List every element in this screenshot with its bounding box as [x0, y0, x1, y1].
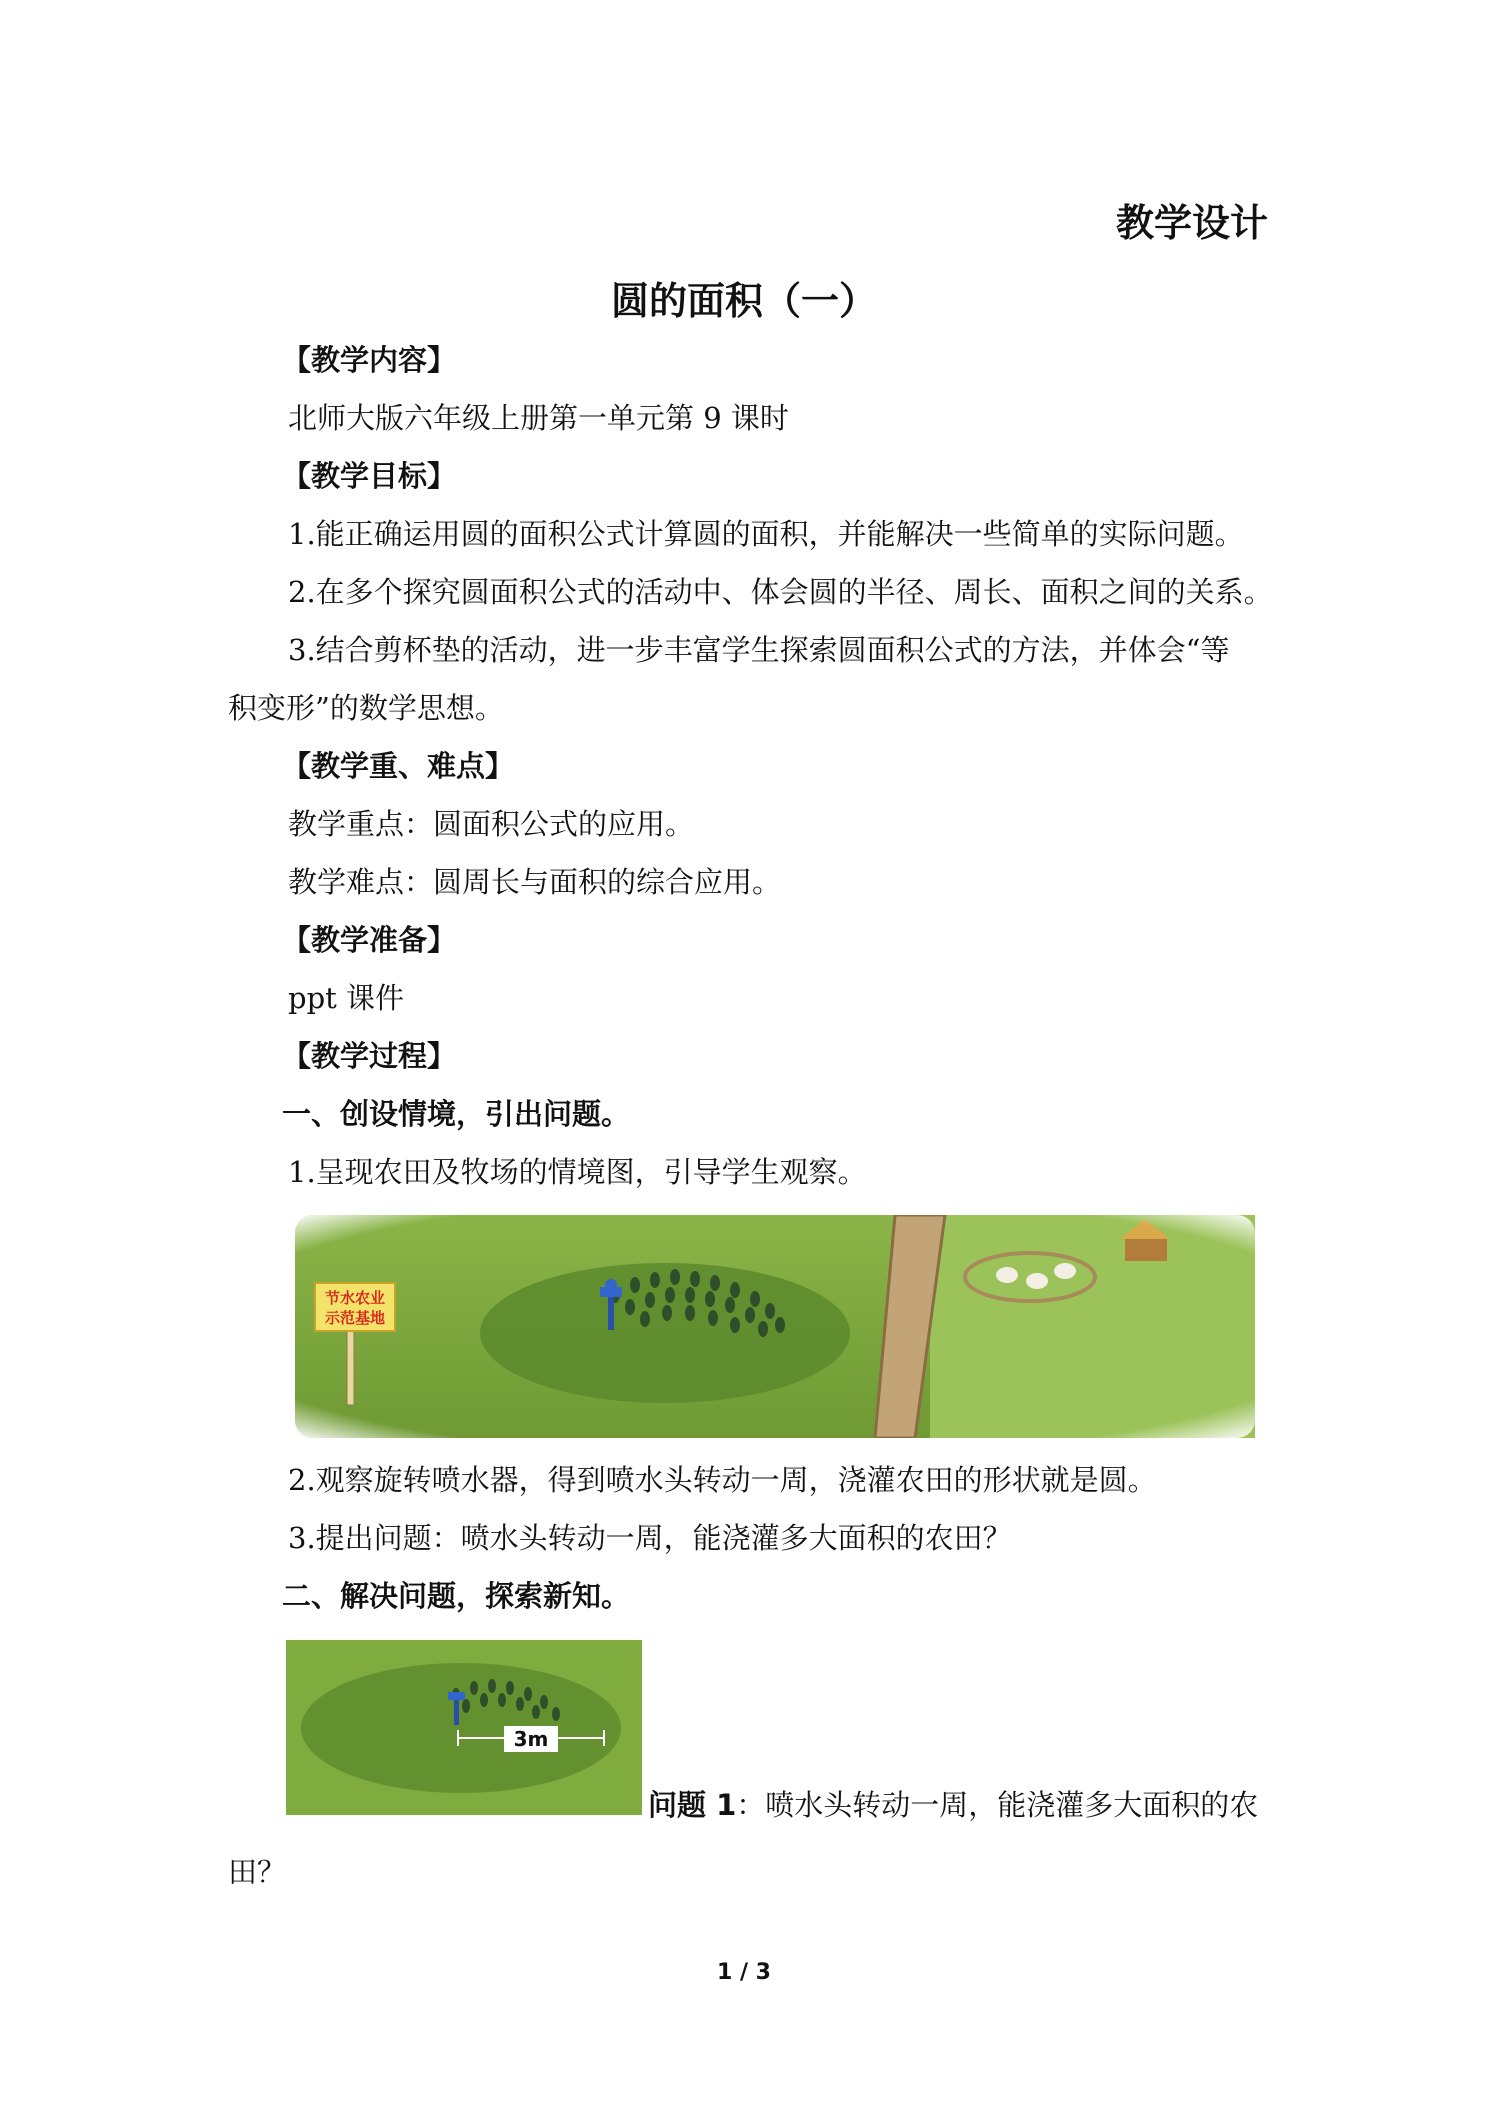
irrigated-circle	[301, 1663, 621, 1793]
goal-item-3-line2: 积变形”的数学思想。	[228, 691, 504, 725]
section-heading-process: 【教学过程】	[282, 1039, 457, 1073]
radius-label: 3m	[513, 1727, 549, 1751]
difficult-point-text: 教学难点：圆周长与面积的综合应用。	[288, 865, 782, 899]
content-text: 北师大版六年级上册第一单元第 9 课时	[288, 401, 789, 435]
goal-item-3-line1: 3.结合剪杯垫的活动，进一步丰富学生探索圆面积公式的方法，并体会“等	[288, 633, 1230, 667]
page-number: 1 / 3	[717, 1960, 771, 1985]
step2-heading: 二、解决问题，探索新知。	[282, 1579, 631, 1613]
preparation-text: ppt 课件	[288, 981, 405, 1015]
question1-text: ：喷水头转动一周，能浇灌多大面积的农	[736, 1788, 1259, 1822]
section-heading-key-points: 【教学重、难点】	[282, 749, 515, 783]
goal-item-1: 1.能正确运用圆的面积公式计算圆的面积，并能解决一些简单的实际问题。	[288, 517, 1244, 551]
question1-line2: 田？	[228, 1855, 287, 1889]
goal-item-2: 2.在多个探究圆面积公式的活动中、体会圆的半径、周长、面积之间的关系。	[288, 575, 1273, 609]
question1-label: 问题 1	[648, 1788, 737, 1822]
step1-item-1: 1.呈现农田及牧场的情境图，引导学生观察。	[288, 1155, 867, 1189]
section-heading-goals: 【教学目标】	[282, 459, 457, 493]
section-heading-preparation: 【教学准备】	[282, 923, 457, 957]
key-point-text: 教学重点：圆面积公式的应用。	[288, 807, 695, 841]
sprinkler-radius-svg	[286, 1640, 642, 1815]
lesson-title: 圆的面积（一）	[610, 279, 877, 323]
section-heading-content: 【教学内容】	[282, 343, 457, 377]
step1-heading: 一、创设情境，引出问题。	[282, 1097, 631, 1131]
sprinkler-radius-illustration	[286, 1640, 642, 1815]
step1-item-3: 3.提出问题：喷水头转动一周，能浇灌多大面积的农田？	[288, 1521, 1012, 1555]
step1-item-2: 2.观察旋转喷水器，得到喷水头转动一周，浇灌农田的形状就是圆。	[288, 1463, 1157, 1497]
farmland-scene-svg	[295, 1215, 1255, 1438]
document-type-heading: 教学设计	[1115, 201, 1268, 245]
farmland-pasture-illustration	[295, 1215, 1255, 1438]
question1-line1	[648, 1785, 1258, 1825]
